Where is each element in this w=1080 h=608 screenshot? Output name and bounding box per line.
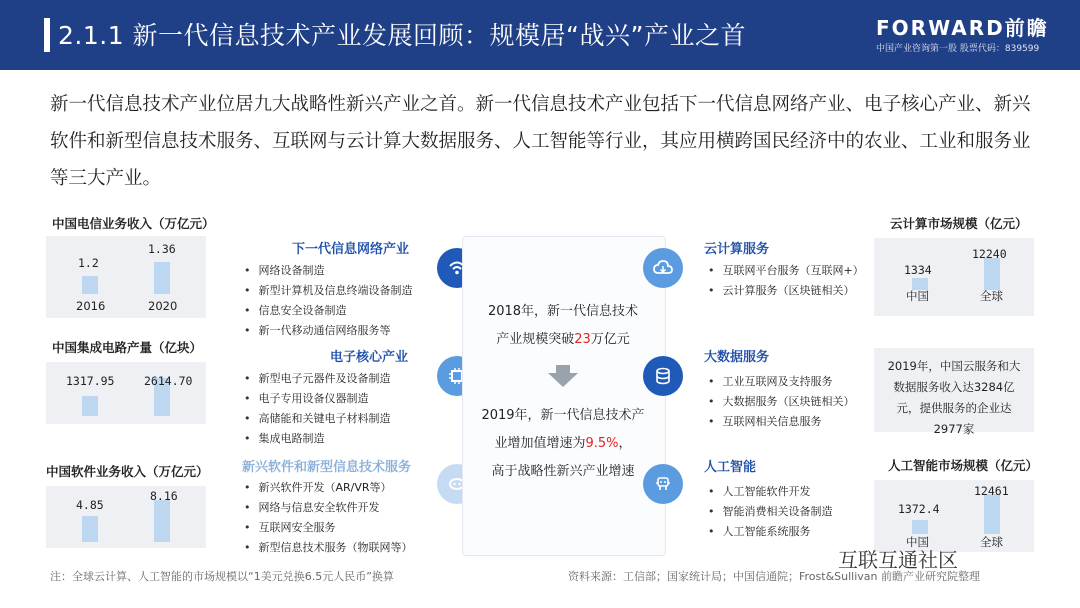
robot-icon (643, 464, 683, 504)
category-title-new-software: 新兴软件和新型信息技术服务 (242, 460, 412, 475)
telecom-cat-2016: 2016 (76, 299, 106, 313)
summary-text: ， (618, 436, 632, 451)
telecom-revenue-title: 中国电信业务收入（万亿元） (52, 216, 215, 231)
software-value-1: 4.85 (76, 498, 104, 512)
category-title-next-gen-network: 下一代信息网络产业 (292, 242, 410, 257)
list-item: • 信息安全设备制造 (244, 301, 413, 321)
watermark-text: 互联互通社区 (838, 548, 958, 572)
ai-value-global: 12461 (974, 484, 1009, 498)
category-title-electronic-core: 电子核心产业 (330, 350, 409, 365)
telecom-revenue-chart (46, 236, 206, 318)
summary-line: 2019年，新一代信息技术产 (481, 408, 645, 423)
cloud-cat-global: 全球 (980, 289, 1003, 303)
ai-cat-china: 中国 (906, 535, 929, 549)
ai-bar-china (912, 520, 928, 534)
software-bar-2 (154, 500, 170, 542)
summary-text: 万亿元 (590, 332, 630, 347)
list-item: • 人工智能系统服务 (708, 522, 833, 542)
category-list-electronic-core (244, 369, 391, 449)
ic-bar-1 (82, 396, 98, 416)
list-item: • 互联网相关信息服务 (708, 412, 855, 432)
list-item: • 工业互联网及支持服务 (708, 372, 855, 392)
summary-line (462, 326, 664, 354)
category-list-ai (708, 482, 833, 542)
list-item: • 新兴软件开发（AR/VR等） (244, 478, 413, 498)
telecom-value-2020: 1.36 (148, 242, 176, 256)
down-arrow-icon (548, 365, 578, 387)
list-item: • 新型电子元器件及设备制造 (244, 369, 391, 389)
summary-line (462, 430, 664, 458)
center-summary-2019 (462, 402, 664, 486)
ai-market-title: 人工智能市场规模（亿元） (888, 458, 1039, 473)
cloud-value-global: 12240 (972, 247, 1007, 261)
category-list-new-software (244, 478, 413, 558)
center-summary-card (462, 236, 666, 556)
list-item: • 人工智能软件开发 (708, 482, 833, 502)
list-item: • 新一代移动通信网络服务等 (244, 321, 413, 341)
list-item: • 网络设备制造 (244, 261, 413, 281)
list-item: • 电子专用设备仪器制造 (244, 389, 391, 409)
telecom-value-2016: 1.2 (78, 256, 99, 270)
ai-value-china: 1372.4 (898, 502, 940, 516)
category-title-ai: 人工智能 (704, 460, 757, 475)
title-accent-bar (44, 18, 50, 52)
list-item: • 云计算服务（区块链相关） (708, 281, 864, 301)
telecom-cat-2020: 2020 (148, 299, 178, 313)
summary-text: 产业规模突破 (496, 332, 575, 347)
ic-output-chart (46, 362, 206, 424)
software-value-2: 8.16 (150, 489, 178, 503)
brand-logo: FORWARD前瞻 (876, 16, 1049, 40)
cloud-revenue-info: 2019年，中国云服务和大数据服务收入达3284亿元，提供服务的企业达2977家 (874, 348, 1034, 432)
cloud-value-china: 1334 (904, 263, 932, 277)
footnote: 注：全球云计算、人工智能的市场规模以“1美元兑换6.5元人民币”换算 (50, 570, 394, 583)
cloud-market-title: 云计算市场规模（亿元） (890, 216, 1028, 231)
cloud-bar-global (984, 258, 1000, 290)
summary-line: 2018年，新一代信息技术 (487, 304, 639, 319)
database-icon (643, 356, 683, 396)
ic-value-2: 2614.70 (144, 374, 193, 388)
cloud-cat-china: 中国 (906, 289, 929, 303)
ic-value-1: 1317.95 (66, 374, 115, 388)
list-item: • 大数据服务（区块链相关） (708, 392, 855, 412)
category-list-next-gen-network (244, 261, 413, 341)
software-bar-1 (82, 516, 98, 542)
highlight-value: 23 (574, 332, 591, 347)
list-item: • 高储能和关键电子材料制造 (244, 409, 391, 429)
telecom-bar-2020 (154, 262, 170, 294)
list-item: • 网络与信息安全软件开发 (244, 498, 413, 518)
list-item: • 互联网安全服务 (244, 518, 413, 538)
category-title-big-data: 大数据服务 (704, 350, 770, 365)
data-source: 资料来源：工信部；国家统计局；中国信通院；Frost&Sullivan 前瞻产业研究院整理 (568, 570, 980, 583)
list-item: • 新型信息技术服务（物联网等） (244, 538, 413, 558)
list-item: • 智能消费相关设备制造 (708, 502, 833, 522)
category-list-big-data (708, 372, 855, 432)
ic-output-title: 中国集成电路产量（亿块） (52, 340, 203, 355)
telecom-bar-2016 (82, 276, 98, 294)
ai-cat-global: 全球 (980, 535, 1003, 549)
list-item: • 集成电路制造 (244, 429, 391, 449)
center-summary-2018 (462, 298, 664, 354)
highlight-value: 9.5% (585, 436, 619, 451)
ai-market-chart (874, 480, 1034, 552)
page-title: 2.1.1 新一代信息技术产业发展回顾：规模居“战兴”产业之首 (58, 21, 746, 50)
list-item: • 新型计算机及信息终端设备制造 (244, 281, 413, 301)
category-list-cloud (708, 261, 864, 301)
software-revenue-chart (46, 486, 206, 548)
summary-text: 业增加值增速为 (494, 436, 586, 451)
intro-paragraph: 新一代信息技术产业位居九大战略性新兴产业之首。新一代信息技术产业包括下一代信息网络产业、电子核心产业、新兴软件和新型信息技术服务、互联网与云计算大数据服务、人工智能等行业，其应用横跨国民经济中的农业、工业和服务业等三大产业。 (50, 94, 1031, 189)
cloud-icon (643, 248, 683, 288)
cloud-market-chart (874, 238, 1034, 316)
list-item: • 互联网平台服务（互联网+） (708, 261, 864, 281)
category-title-cloud: 云计算服务 (704, 242, 770, 257)
summary-line: 高于战略性新兴产业增速 (491, 464, 635, 479)
brand-subtitle: 中国产业咨询第一股 股票代码：839599 (876, 44, 1040, 54)
ai-bar-global (984, 494, 1000, 534)
software-revenue-title: 中国软件业务收入（万亿元） (46, 464, 209, 479)
